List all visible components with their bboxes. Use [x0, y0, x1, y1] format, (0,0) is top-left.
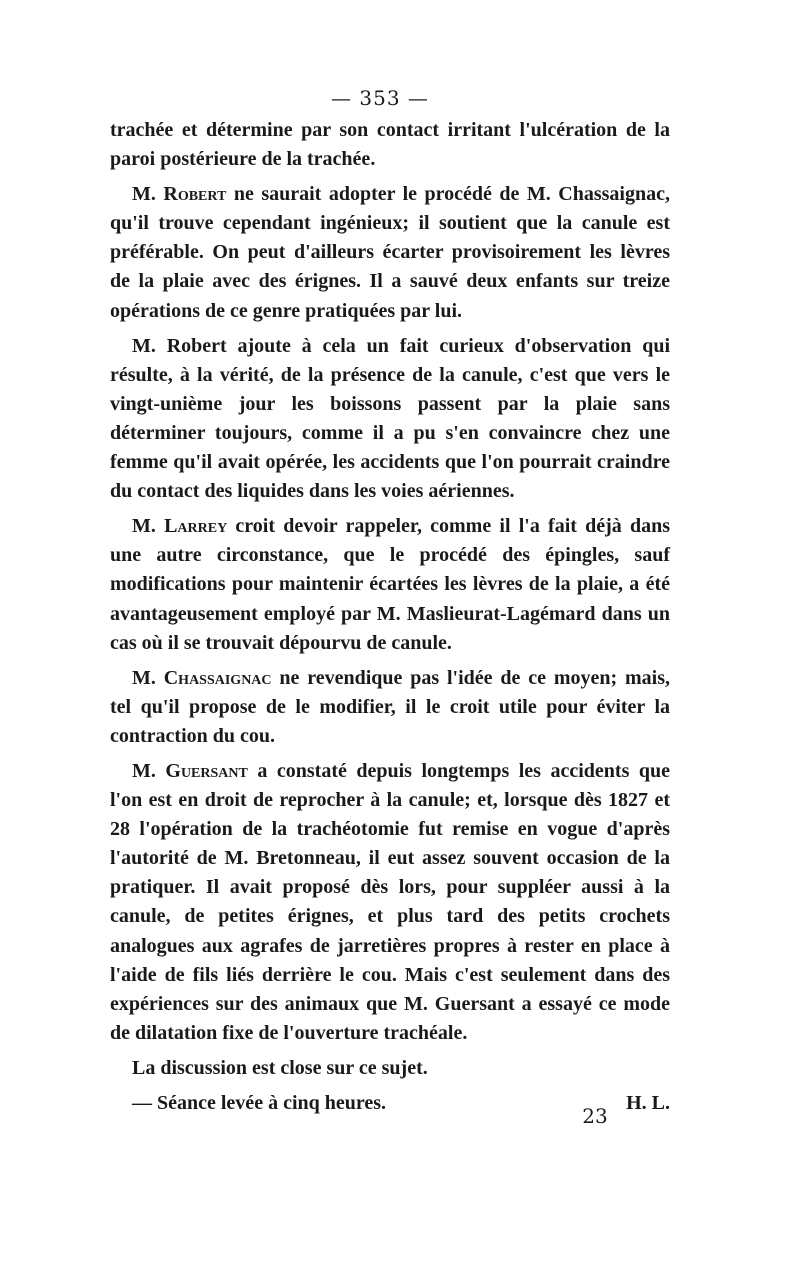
- paragraph-robert-observation: M. Robert ajoute à cela un fait curieux d'observation qui résulte, à la vérité, de la présence de la canule, c'est que vers le vingt-unième jour les boissons passent par la plaie sans déterminer toujours, comme il a pu s'en convaincre chez une femme qu'il avait opérée, les accidents que l'on pourrait craindre du contact des liquides dans les voies aériennes.: [110, 334, 670, 503]
- paragraph-discussion-closed: La discussion est close sur ce sujet.: [132, 1056, 428, 1079]
- speaker-name: Larrey: [164, 515, 228, 538]
- continuation-paragraph: trachée et détermine par son contact irritant l'ulcération de la paroi postérieure de la trachée.: [110, 119, 670, 171]
- prefix: M.: [132, 515, 165, 538]
- paragraph-text: croit devoir rappeler, comme il l'a fait déjà dans une autre circonstance, que le procédé des épingles, sauf modifications pour maintenir écartées les lèvres de la plaie, a été avantageusement employé par M. Maslieurat-Lagémard dans un cas où il se trouvait dépourvu de canule.: [110, 515, 670, 654]
- paragraph-text: ne revendique pas l'idée de ce moyen; mais, tel qu'il propose de le modifier, il le croit utile pour éviter la contraction du cou.: [110, 666, 670, 747]
- page-number: — 353 —: [331, 86, 429, 110]
- prefix: M.: [132, 666, 164, 689]
- speaker-name: Robert: [163, 183, 227, 206]
- paragraph-text: ne saurait adopter le procédé de M. Chassaignac, qu'il trouve cependant ingénieux; il soutient que la canule est préférable. On peut d'ailleurs écarter provisoirement les lèvres de la plaie avec des érignes. Il a sauvé deux enfants sur treize opérations de ce genre pratiquées par lui.: [110, 183, 670, 322]
- prefix: M.: [132, 183, 164, 206]
- signature-initials: H. L.: [626, 1092, 670, 1114]
- paragraph-guersant: [110, 757, 670, 1048]
- prefix: M.: [132, 759, 166, 782]
- body-text: [110, 116, 670, 1118]
- speaker-name: Guersant: [165, 759, 248, 782]
- speaker-name: Chassaignac: [163, 666, 272, 689]
- paragraph-robert: [110, 180, 670, 325]
- paragraph-text: a constaté depuis longtemps les accidents que l'on est en droit de reprocher à la canule; et, lorsque dès 1827 et 28 l'opération de la trachéotomie fut remise en vogue d'après l'autorité de M. Bretonneau, il eut assez souvent occasion de la pratiquer. Il avait proposé dès lors, pour suppléer aussi à la canule, de petites érignes, et plus tard des petits crochets analogues aux agrafes de jarretières propres à rester en place à l'aide de fils liés derrière le cou. Mais c'est seulement dans des expériences sur des animaux que M. Guersant a essayé ce mode de dilatation fixe de l'ouverture trachéale.: [110, 759, 670, 1044]
- paragraph-larrey: [110, 512, 670, 657]
- session-closing: — Séance levée à cinq heures.: [132, 1092, 387, 1114]
- paragraph-chassaignac: [110, 664, 670, 751]
- sheet-number: 23: [582, 1104, 608, 1128]
